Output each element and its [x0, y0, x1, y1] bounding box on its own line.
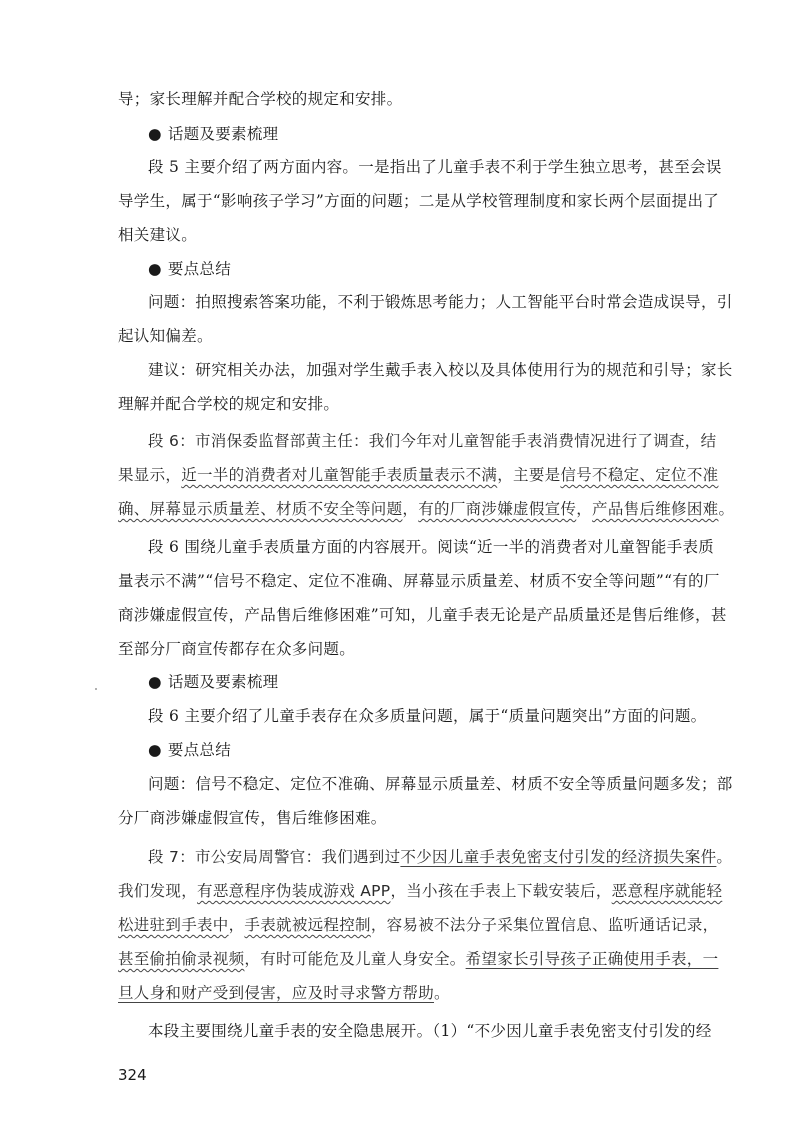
text-line: 问题：拍照搜索答案功能，不利于锻炼思考能力；人工智能平台时常会造成误导，引	[148, 293, 733, 311]
quoted-paragraph-6-line: 确、屏幕显示质量差、材质不安全等问题，有的厂商涉嫌虚假宣传，产品售后维修困难。	[118, 500, 735, 518]
quoted-paragraph-7-line: 甚至偷拍偷录视频，有时可能危及儿童人身安全。希望家长引导孩子正确使用手表，一	[118, 950, 719, 968]
section-heading-topic: ● 话题及要素梳理	[148, 673, 279, 691]
highlighted-phrase: 有的厂商涉嫌虚假宣传	[418, 500, 577, 518]
text-line: 导学生，属于“影响孩子学习”方面的问题；二是从学校管理制度和家长两个层面提出了	[118, 192, 720, 210]
text-line: 问题：信号不稳定、定位不准确、屏幕显示质量差、材质不安全等质量问题多发；部	[148, 775, 733, 793]
text-line: 起认知偏差。	[118, 327, 213, 345]
highlighted-phrase: 希望家长引导孩子正确使用手表，一	[465, 950, 719, 968]
highlighted-phrase: 手表就被远程控制	[244, 916, 371, 934]
bullet-icon: ●	[148, 673, 162, 691]
text-line: 建议：研究相关办法，加强对学生戴手表入校以及具体使用行为的规范和引导；家长	[148, 361, 733, 379]
quoted-paragraph-7-line: 旦人身和财产受到侵害，应及时寻求警方帮助。	[118, 984, 450, 1002]
quoted-paragraph-7-line: 松进驻到手表中，手表就被远程控制，容易被不法分子采集位置信息、监听通话记录，	[118, 916, 719, 934]
highlighted-phrase: 松进驻到手表中	[118, 916, 229, 934]
text-line: 分厂商涉嫌虚假宣传，售后维修困难。	[118, 809, 387, 827]
text-line: 量表示不满”“信号不稳定、定位不准确、屏幕显示质量差、材质不安全等问题”“有的厂	[118, 572, 720, 590]
text-line: 导；家长理解并配合学校的规定和安排。	[118, 90, 403, 108]
highlighted-phrase: 不少因儿童手表免密支付引发的经济损失案件	[400, 848, 717, 866]
bullet-icon: ●	[148, 125, 162, 143]
highlighted-phrase: 产品售后维修困难	[592, 500, 719, 518]
text-line: 段 6 主要介绍了儿童手表存在众多质量问题，属于“质量问题突出”方面的问题。	[148, 707, 707, 725]
quoted-paragraph-7-line: 我们发现，有恶意程序伪装成游戏 APP，当小孩在手表上下载安装后，恶意程序就能轻	[118, 882, 723, 900]
section-heading-summary: ● 要点总结	[148, 741, 232, 759]
bullet-icon: ●	[148, 260, 162, 278]
scan-speck	[95, 688, 97, 690]
quoted-paragraph-7-line: 段 7：市公安局周警官：我们遇到过不少因儿童手表免密支付引发的经济损失案件。	[148, 848, 733, 866]
highlighted-phrase: 近一半的消费者对儿童智能手表质量表示不满	[181, 466, 498, 484]
bullet-icon: ●	[148, 741, 162, 759]
text-line: 段 5 主要介绍了两方面内容。一是指出了儿童手表不利于学生独立思考，甚至会误	[148, 158, 722, 176]
highlighted-phrase: 恶意程序就能轻	[611, 882, 723, 900]
text-line: 段 6 围绕儿童手表质量方面的内容展开。阅读“近一半的消费者对儿童智能手表质	[148, 538, 715, 556]
highlighted-phrase: 确、屏幕显示质量差、材质不安全等问题	[118, 500, 403, 518]
text-line: 商涉嫌虚假宣传，产品售后维修困难”可知，儿童手表无论是产品质量还是售后维修，甚	[118, 606, 727, 624]
quoted-paragraph-6-line: 果显示，近一半的消费者对儿童智能手表质量表示不满，主要是信号不稳定、定位不准	[118, 466, 719, 484]
section-heading-topic: ● 话题及要素梳理	[148, 125, 279, 143]
section-heading-summary: ● 要点总结	[148, 260, 232, 278]
text-line: 本段主要围绕儿童手表的安全隐患展开。（1）“不少因儿童手表免密支付引发的经	[148, 1022, 712, 1040]
highlighted-phrase: 有恶意程序伪装成游戏 APP	[197, 882, 391, 900]
page-number: 324	[118, 1066, 147, 1084]
highlighted-phrase: 信号不稳定、定位不准	[560, 466, 719, 484]
highlighted-phrase: 甚至偷拍偷录视频	[118, 950, 245, 968]
highlighted-phrase: 旦人身和财产受到侵害，应及时寻求警方帮助	[118, 984, 435, 1002]
text-line: 理解并配合学校的规定和安排。	[118, 395, 340, 413]
quoted-paragraph-6-line: 段 6：市消保委监督部黄主任：我们今年对儿童智能手表消费情况进行了调查，结	[148, 432, 717, 450]
text-line: 至部分厂商宣传都存在众多问题。	[118, 640, 356, 658]
text-line: 相关建议。	[118, 226, 198, 244]
